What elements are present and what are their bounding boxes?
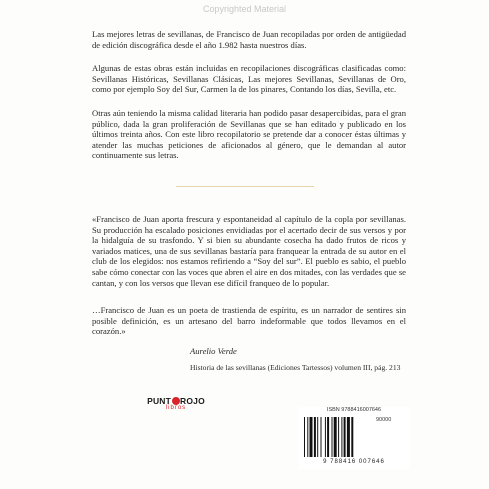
- quote-paragraph-1: «Francisco de Juan aporta frescura y espontaneidad al capítulo de la copla por sevillanas. Su producción ha escalado posiciones envidiadas por el acertado decir de sus versos y por la hidalguía de su trasfondo. Y si bien su abundante cosecha ha dado frutos de ricos y variados matices, una de sus sevillanas bastaría para franquear la entrada de su autor en el club de los elegidos: nos estamos refiriendo a “Soy del sur”. El pueblo es sabio, el pueblo sabe cómo conectar con las voces que abren el aire en dos mitades, con las verdades que se cantan, y con los versos que llevan ese difícil franqueo de lo popular.: [92, 214, 406, 288]
- barcode-stripe: [341, 417, 342, 457]
- barcode-stripe: [321, 417, 322, 457]
- publisher-name: PUNT ROJO: [147, 396, 205, 406]
- barcode-stripe: [304, 417, 305, 457]
- watermark: Copyrighted Material: [202, 4, 287, 14]
- barcode-stripe: [351, 417, 353, 457]
- barcode-stripe: [317, 417, 318, 457]
- intro-paragraph-2: Algunas de estas obras están incluidas en recopilaciones discográficas clasificadas como: Sevillanas Históricas, Sevillanas Clásicas, Las mejores Sevillanas, Sevillanas de Oro, como por ejemplo Soy del Sur, Carmen la de los pinares, Contando los días, Sevilla, etc.: [92, 63, 406, 95]
- intro-paragraph-3: Otras aún teniendo la misma calidad literaria han podido pasar desapercibidas, para el gran público, dada la gran proliferación de Sevillanas que se han editado y publicado en los últimos treinta años. Con este libro recopilatorio se pretende dar a conocer éstas últimas y atender las muchas peticiones de aficionados al género, que le demandan al autor continuamente sus letras.: [92, 108, 406, 161]
- publisher-logo: [144, 396, 208, 411]
- price-code: 90000: [376, 417, 392, 423]
- barcode-stripe: [338, 417, 339, 457]
- intro-paragraph-1: Las mejores letras de sevillanas, de Francisco de Juan recopiladas por orden de antigüedad de edición discográfica desde el año 1.982 hasta nuestros días.: [92, 29, 406, 50]
- barcode-stripe: [307, 417, 308, 457]
- barcode-stripe: [325, 417, 326, 457]
- ean-number: 9 788416 007646: [323, 459, 385, 465]
- barcode-icon: [304, 417, 372, 457]
- quote-author: Aurelio Verde: [190, 346, 237, 356]
- barcode-stripe: [332, 417, 333, 457]
- barcode-stripe: [327, 417, 329, 457]
- quote-source: Historia de las sevillanas (Ediciones Tartessos) volumen III, pág. 213: [190, 363, 401, 372]
- barcode-stripe: [334, 417, 337, 457]
- logo-red-circle-icon: [172, 397, 180, 405]
- divider: [176, 186, 314, 187]
- barcode-stripe: [314, 417, 316, 457]
- barcode-stripe: [344, 417, 346, 457]
- barcode-stripe: [347, 417, 350, 457]
- quote-paragraph-2: …Francisco de Juan es un poeta de trastienda de espíritu, es un narrador de sentires sin posible definición, es un artesano del barro indeformable que todos llevamos en el corazón.»: [92, 305, 406, 337]
- barcode-block: [298, 407, 410, 469]
- barcode-stripe: [310, 417, 313, 457]
- publisher-sub: libros: [165, 405, 187, 411]
- isbn-label: ISBN 9788416007646: [326, 407, 382, 413]
